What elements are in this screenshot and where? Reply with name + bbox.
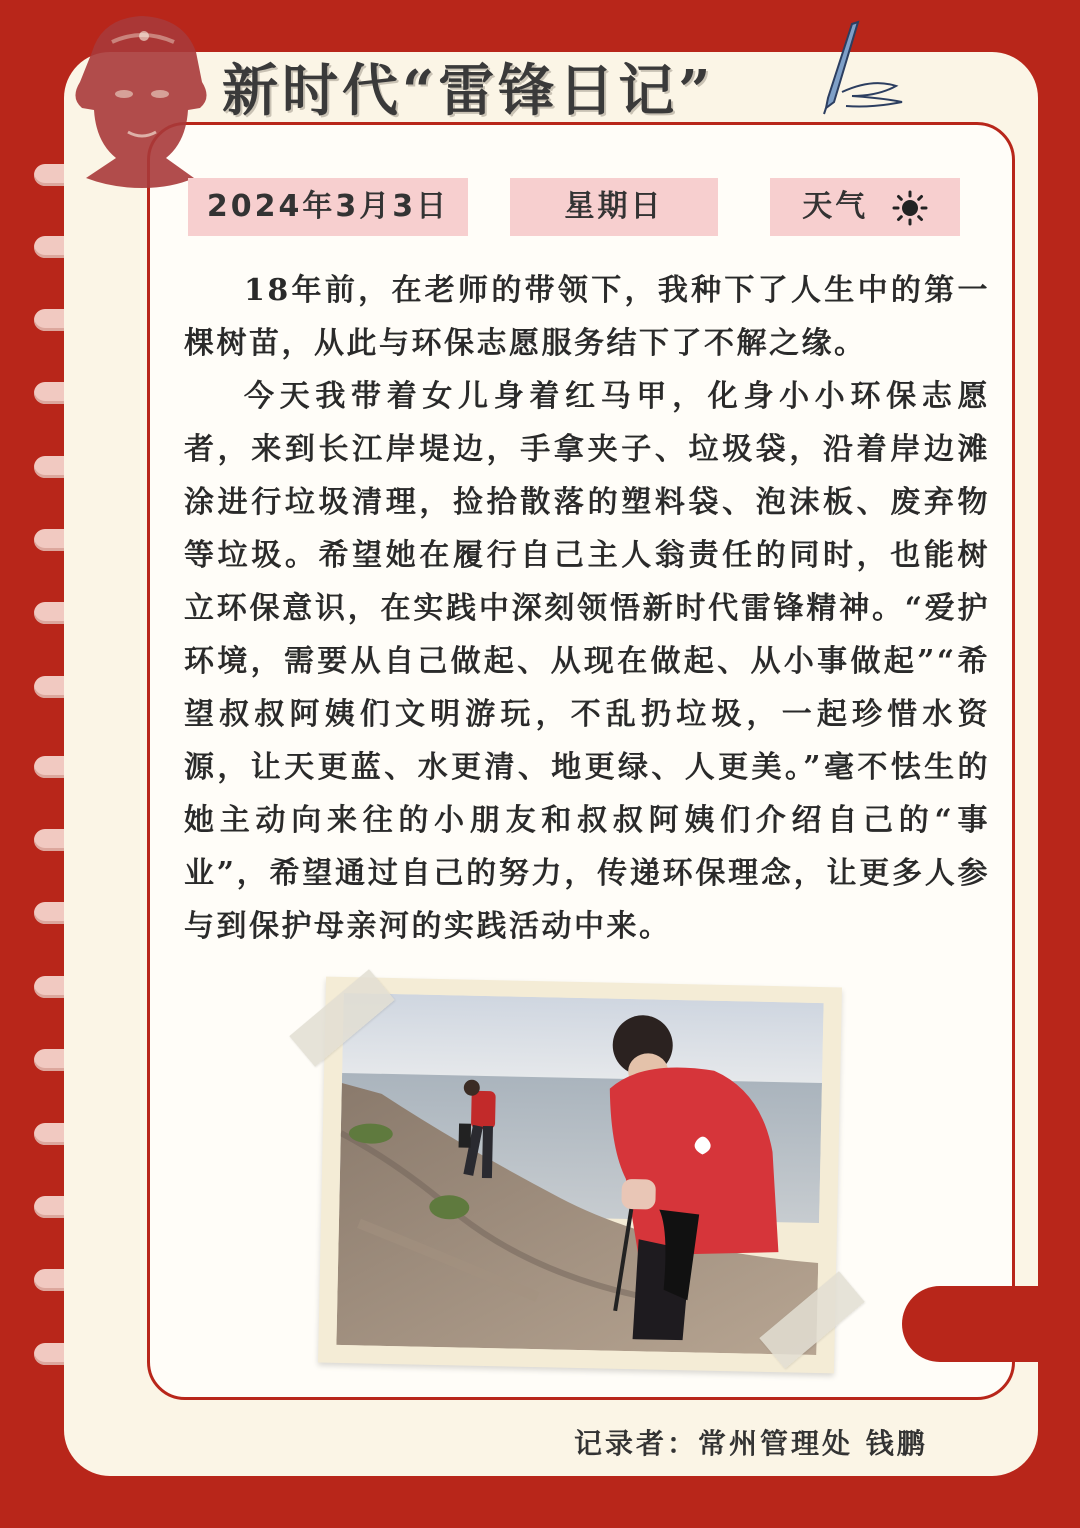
weather-tag	[770, 178, 960, 236]
page-title: 新时代“雷锋日记”	[222, 58, 715, 124]
weather-label: 天气	[802, 189, 869, 224]
paragraph: 今天我带着女儿身着红马甲，化身小小环保志愿者，来到长江岸堤边，手拿夹子、垃圾袋，沿着岸边滩涂进行垃圾清理，捡拾散落的塑料袋、泡沫板、废弃物等垃圾。希望她在履行自己主人翁责任的同时，也能树立环保意识，在实践中深刻领悟新时代雷锋精神。“爱护环境，需要从自己做起、从现在做起、从小事做起”“希望叔叔阿姨们文明游玩，不乱扔垃圾，一起珍惜水资源，让天更蓝、水更清、地更绿、人更美。”毫不怯生的她主动向来往的小朋友和叔叔阿姨们介绍自己的“事业”，希望通过自己的努力，传递环保理念，让更多人参与到保护母亲河的实践活动中来。	[184, 379, 990, 944]
portrait-illustration	[62, 12, 220, 190]
sun-icon	[892, 190, 928, 226]
pen-icon	[812, 18, 908, 118]
weekday-tag: 星期日	[510, 178, 718, 236]
volunteer-photo	[336, 993, 823, 1355]
photo-frame	[318, 977, 842, 1374]
decorative-tab	[902, 1286, 1080, 1362]
diary-body	[184, 264, 990, 953]
date-tag: 2024年3月3日	[188, 178, 468, 236]
paragraph: 18年前，在老师的带领下，我种下了人生中的第一棵树苗，从此与环保志愿服务结下了不解之缘。	[184, 273, 990, 361]
recorder-credit: 记录者：常州管理处 钱鹏	[574, 1427, 928, 1460]
